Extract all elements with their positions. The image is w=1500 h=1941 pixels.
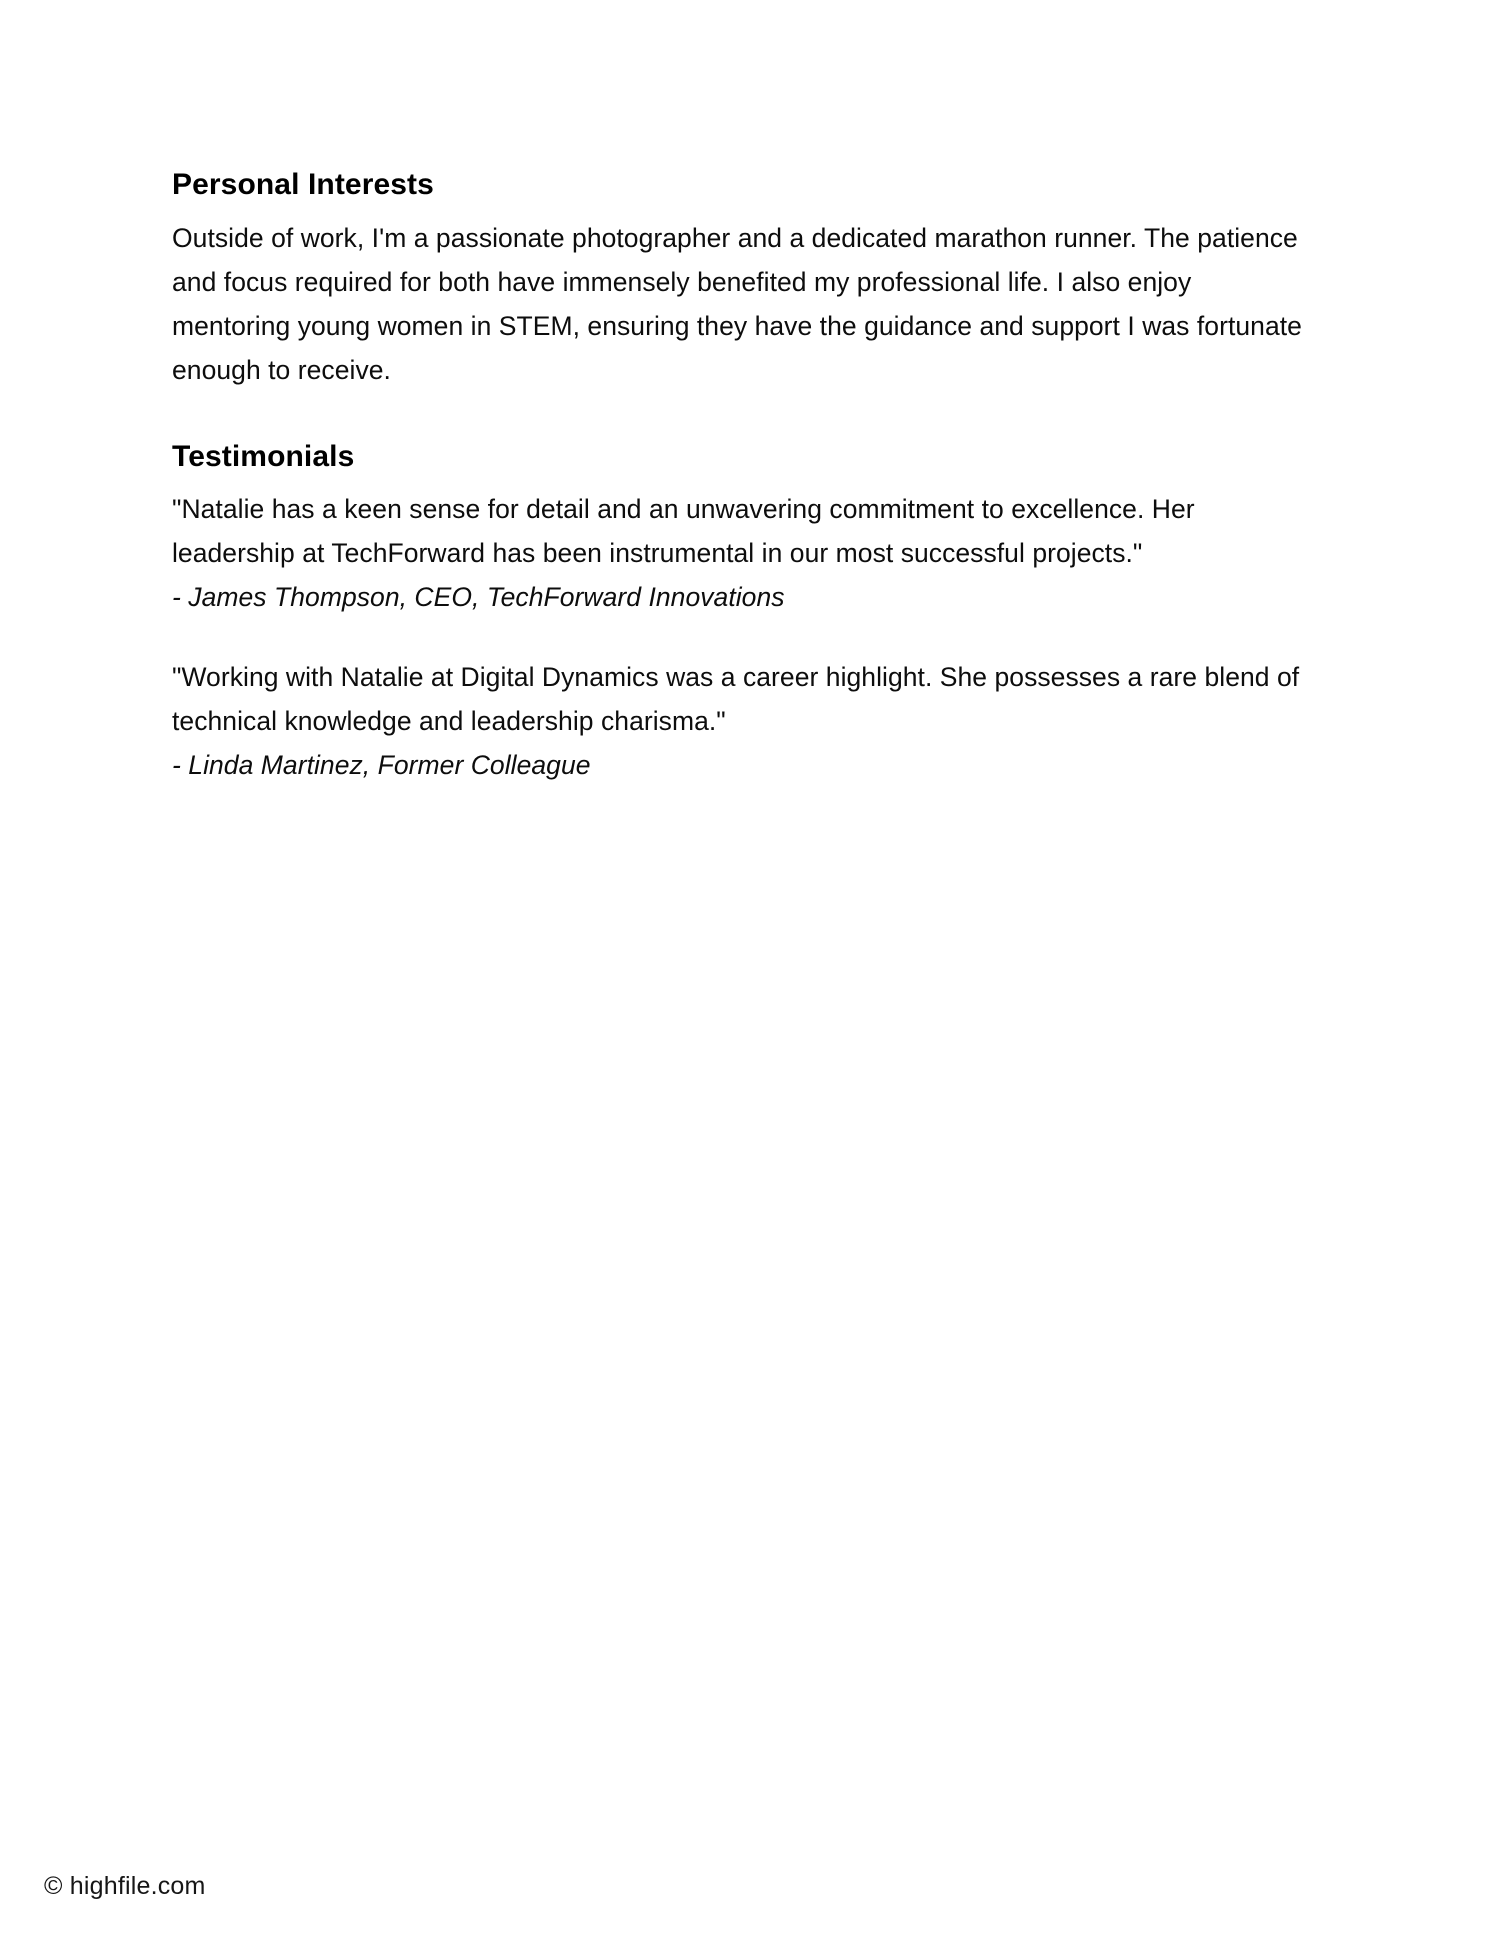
- testimonial-attribution: - James Thompson, CEO, TechForward Innovations: [172, 582, 785, 613]
- footer-copyright: © highfile.com: [44, 1872, 206, 1900]
- testimonial-quote: "Natalie has a keen sense for detail and an unwavering commitment to excellence. Her leadership at TechForward has been instrumental in our most successful projects.": [172, 494, 1195, 569]
- testimonial-attribution: - Linda Martinez, Former Colleague: [172, 750, 591, 781]
- testimonial-quote: "Working with Natalie at Digital Dynamics was a career highlight. She possesses a rare blend of technical knowledge and leadership charisma.": [172, 662, 1300, 737]
- testimonial-item: [172, 655, 1312, 787]
- section-heading-testimonials: Testimonials: [172, 439, 355, 473]
- personal-interests-paragraph: Outside of work, I'm a passionate photographer and a dedicated marathon runner. The patience and focus required for both have immensely benefited my professional life. I also enjoy mentoring young women in STEM, ensuring they have the guidance and support I was fortunate enough to receive.: [172, 222, 1302, 385]
- section-heading-personal-interests: Personal Interests: [172, 168, 434, 201]
- testimonial-item: [172, 487, 1312, 619]
- document-content: [172, 168, 1312, 787]
